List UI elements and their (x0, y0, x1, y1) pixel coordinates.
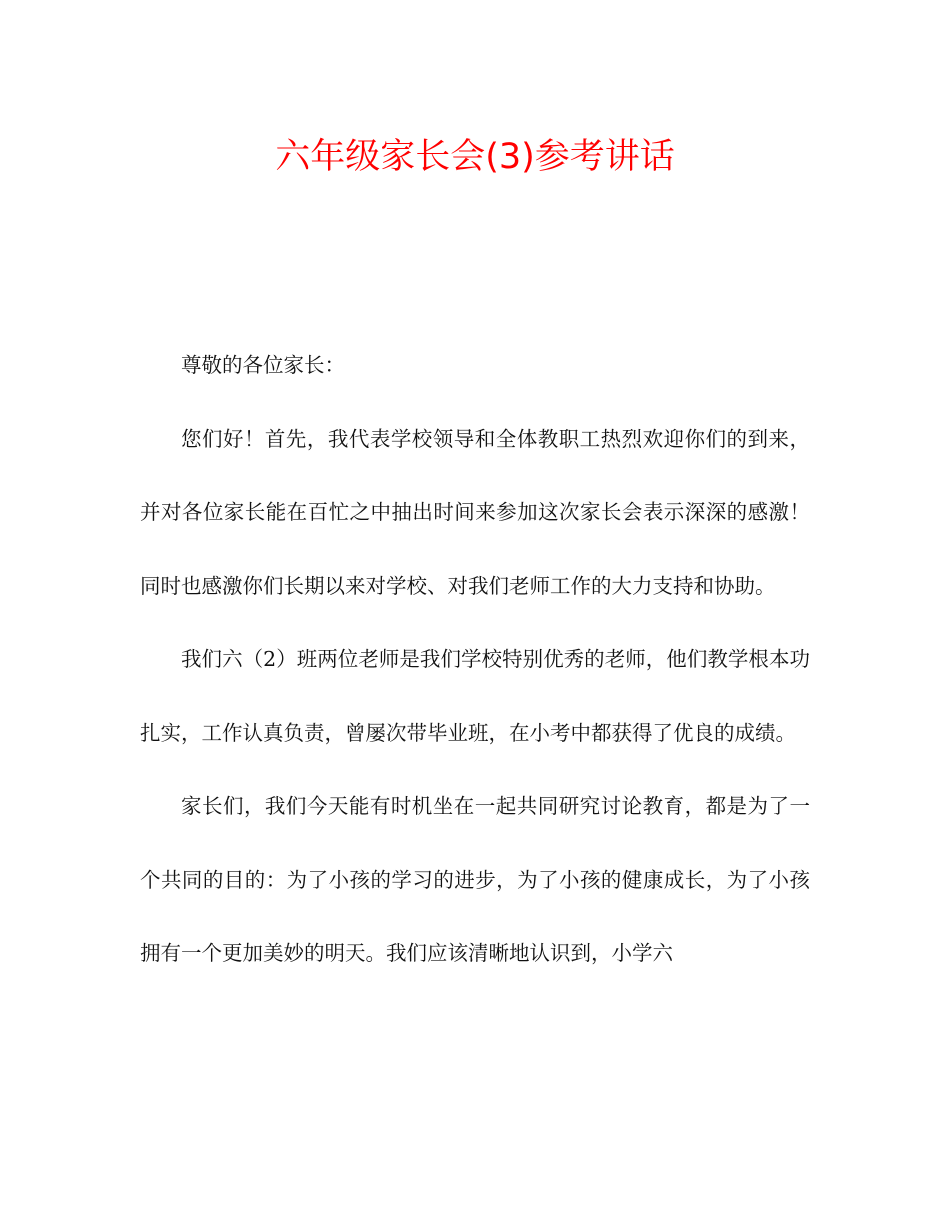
page-title: 六年级家长会(3)参考讲话 (275, 137, 675, 177)
welcome-paragraph: 您们好！首先，我代表学校领导和全体教职工热烈欢迎你们的到来，并对各位家长能在百忙之中抽出时间来参加这次家长会表示深深的感激！同时也感激你们长期以来对学校、对我们老师工作的大力支持和协助。 (140, 426, 810, 598)
teachers-paragraph: 我们六（2）班两位老师是我们学校特别优秀的老师，他们教学根本功扎实，工作认真负责，曾屡次带毕业班，在小考中都获得了优良的成绩。 (140, 647, 810, 745)
purpose-paragraph: 家长们，我们今天能有时机坐在一起共同研究讨论教育，都是为了一个共同的目的：为了小孩的学习的进步，为了小孩的健康成长，为了小孩拥有一个更加美妙的明天。我们应该清晰地认识到，小学六 (140, 794, 810, 965)
salutation-paragraph: 尊敬的各位家长： (181, 353, 345, 377)
document-body (140, 329, 810, 991)
